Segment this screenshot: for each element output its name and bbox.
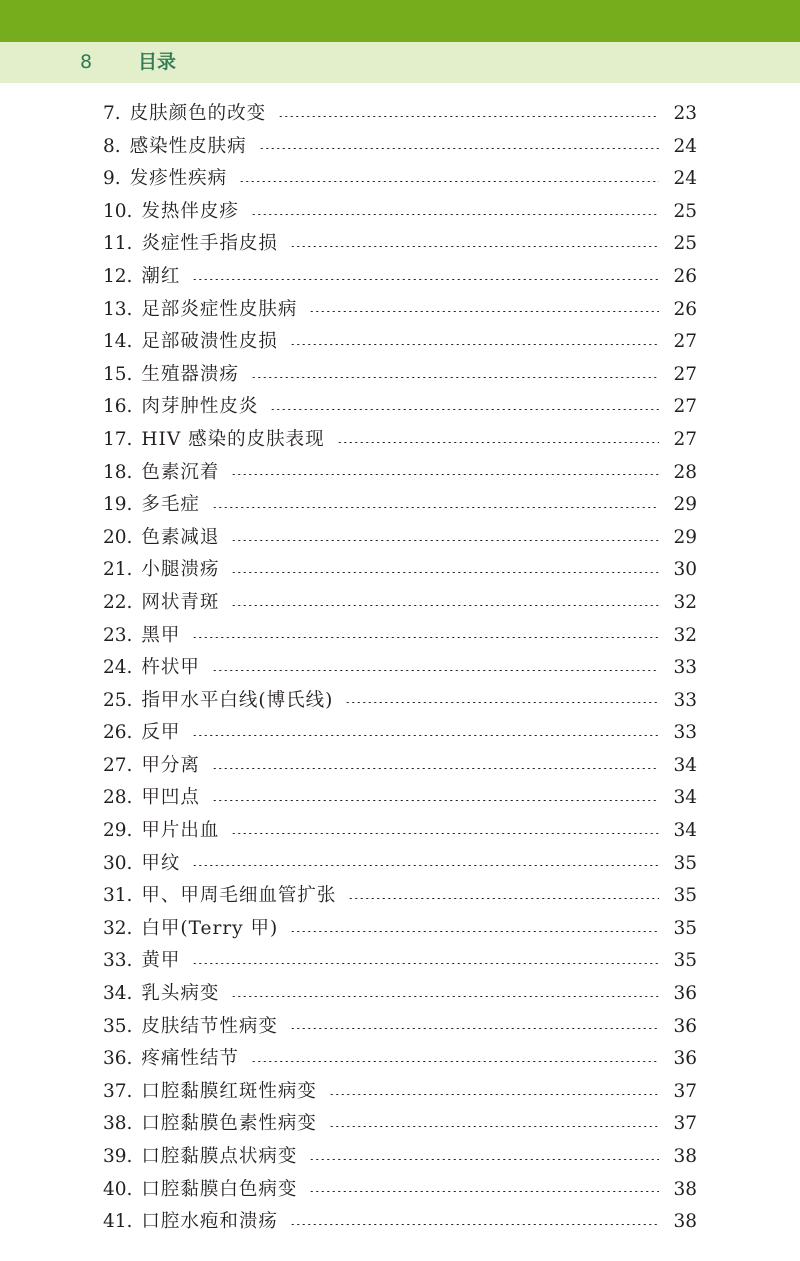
toc-entry-title: 黑甲 — [141, 624, 181, 646]
toc-entry[interactable] — [103, 228, 697, 261]
toc-leader-dots — [290, 1028, 659, 1029]
toc-entry-page: 24 — [673, 135, 697, 157]
toc-entry[interactable] — [103, 457, 697, 490]
toc-entry-title: 口腔水疱和溃疡 — [141, 1211, 278, 1233]
toc-entry-number: 12. — [103, 265, 133, 287]
toc-leader-dots — [290, 344, 659, 345]
toc-leader-dots — [348, 898, 659, 899]
toc-entry-title: 口腔黏膜白色病变 — [141, 1178, 298, 1200]
toc-entry[interactable] — [103, 98, 697, 131]
toc-entry-title: 口腔黏膜点状病变 — [141, 1146, 298, 1167]
toc-entry[interactable] — [103, 326, 697, 359]
toc-entry-title: 口腔黏膜红斑性病变 — [141, 1080, 317, 1102]
toc-entry-page: 36 — [673, 983, 697, 1005]
toc-entry-page: 33 — [673, 722, 697, 744]
toc-entry-page: 27 — [673, 331, 697, 353]
toc-entry[interactable] — [103, 587, 697, 620]
toc-entry[interactable] — [103, 685, 697, 718]
toc-leader-dots — [329, 1126, 659, 1127]
toc-entry-page: 36 — [673, 1048, 697, 1070]
toc-entry-number: 11. — [103, 233, 133, 255]
toc-entry-number: 23. — [103, 624, 133, 646]
toc-entry[interactable] — [103, 489, 697, 522]
toc-entry-title: 反甲 — [141, 722, 181, 744]
toc-entry-title: 色素沉着 — [141, 461, 220, 483]
toc-entry-page: 36 — [673, 1015, 697, 1037]
toc-entry-page: 24 — [673, 168, 697, 190]
toc-leader-dots — [192, 865, 659, 866]
toc-entry-page: 27 — [673, 396, 697, 418]
top-color-bar — [0, 0, 800, 42]
toc-leader-dots — [309, 311, 659, 312]
toc-entry-number: 14. — [103, 331, 133, 353]
toc-leader-dots — [329, 1094, 659, 1095]
toc-entry-number: 18. — [103, 461, 133, 483]
toc-entry-number: 15. — [103, 363, 133, 385]
toc-leader-dots — [212, 507, 659, 508]
toc-entry-number: 21. — [103, 559, 133, 581]
toc-entry-title: 甲片出血 — [141, 820, 220, 842]
toc-leader-dots — [231, 572, 659, 573]
toc-entry[interactable] — [103, 880, 697, 913]
toc-entry[interactable] — [103, 1108, 697, 1141]
toc-entry-title: 感染性皮肤病 — [129, 135, 247, 157]
toc-entry-number: 16. — [103, 396, 133, 418]
toc-entry[interactable] — [103, 1043, 697, 1076]
toc-entry[interactable] — [103, 359, 697, 392]
toc-leader-dots — [290, 1224, 659, 1225]
toc-entry-title: 生殖器溃疡 — [141, 363, 239, 385]
toc-leader-dots — [192, 735, 659, 736]
toc-entry[interactable] — [103, 424, 697, 457]
toc-entry-title: 多毛症 — [141, 494, 200, 516]
toc-entry-title: 疼痛性结节 — [141, 1048, 239, 1070]
toc-entry-number: 9. — [103, 168, 121, 190]
toc-entry-title: 白甲(Terry 甲) — [141, 917, 279, 939]
toc-entry[interactable] — [103, 978, 697, 1011]
toc-entry-number: 7. — [103, 103, 121, 124]
toc-entry-page: 29 — [673, 526, 697, 548]
toc-entry-title: 发热伴皮疹 — [141, 200, 239, 222]
toc-entry[interactable] — [103, 652, 697, 685]
toc-entry[interactable] — [103, 163, 697, 196]
toc-entry-page: 32 — [673, 591, 697, 613]
toc-leader-dots — [212, 800, 659, 801]
toc-entry-page: 35 — [673, 885, 697, 907]
toc-leader-dots — [309, 1159, 659, 1160]
toc-entry-title: 甲纹 — [141, 852, 181, 874]
toc-entry-number: 13. — [103, 298, 133, 320]
toc-leader-dots — [278, 116, 659, 117]
toc-entry-page: 35 — [673, 852, 697, 874]
toc-leader-dots — [309, 1191, 659, 1192]
toc-entry-title: 黄甲 — [141, 950, 181, 972]
toc-entry[interactable] — [103, 391, 697, 424]
toc-leader-dots — [212, 670, 659, 671]
toc-entry-number: 31. — [103, 885, 133, 907]
toc-entry-number: 22. — [103, 591, 133, 613]
toc-entry[interactable] — [103, 750, 697, 783]
toc-entry-title: 指甲水平白线(博氏线) — [141, 689, 334, 711]
toc-leader-dots — [239, 181, 659, 182]
section-title: 目录 — [138, 51, 177, 73]
toc-entry-page: 38 — [673, 1178, 697, 1200]
toc-entry-number: 34. — [103, 983, 133, 1005]
toc-entry-title: 乳头病变 — [141, 983, 220, 1005]
toc-entry-title: 肉芽肿性皮炎 — [141, 396, 259, 418]
toc-entry-title: 皮肤颜色的改变 — [129, 103, 267, 124]
toc-entry-number: 36. — [103, 1048, 133, 1070]
toc-leader-dots — [231, 540, 659, 541]
toc-entry[interactable] — [103, 848, 697, 881]
toc-entry-number: 28. — [103, 787, 133, 809]
toc-entry-number: 40. — [103, 1178, 133, 1200]
toc-leader-dots — [231, 996, 659, 997]
toc-entry-page: 38 — [673, 1211, 697, 1233]
toc-entry-number: 30. — [103, 852, 133, 874]
toc-entry-number: 32. — [103, 917, 133, 939]
table-of-contents — [103, 98, 697, 1239]
toc-entry-number: 25. — [103, 689, 133, 711]
toc-entry-number: 38. — [103, 1113, 133, 1135]
toc-leader-dots — [192, 279, 659, 280]
toc-entry-number: 19. — [103, 494, 133, 516]
toc-entry-number: 27. — [103, 754, 133, 776]
toc-entry-page: 26 — [673, 265, 697, 287]
header-band — [0, 42, 800, 83]
toc-entry-title: 甲分离 — [141, 754, 200, 776]
toc-entry-number: 39. — [103, 1146, 133, 1167]
toc-leader-dots — [231, 833, 659, 834]
toc-entry-number: 17. — [103, 428, 133, 450]
toc-entry-page: 34 — [673, 787, 697, 809]
toc-entry-title: 足部炎症性皮肤病 — [141, 298, 298, 320]
toc-entry-number: 37. — [103, 1080, 133, 1102]
toc-entry[interactable] — [103, 1174, 697, 1207]
toc-entry-page: 27 — [673, 428, 697, 450]
toc-leader-dots — [192, 637, 659, 638]
toc-entry[interactable] — [103, 196, 697, 229]
toc-entry-number: 10. — [103, 200, 133, 222]
toc-entry[interactable] — [103, 782, 697, 815]
toc-entry-page: 34 — [673, 820, 697, 842]
toc-entry[interactable] — [103, 945, 697, 978]
toc-entry[interactable] — [103, 522, 697, 555]
toc-entry-title: 皮肤结节性病变 — [141, 1015, 278, 1037]
toc-entry-page: 37 — [673, 1113, 697, 1135]
toc-leader-dots — [251, 1061, 659, 1062]
toc-entry-number: 8. — [103, 135, 121, 157]
toc-entry[interactable] — [103, 913, 697, 946]
toc-entry-page: 38 — [673, 1146, 697, 1167]
toc-entry-page: 23 — [673, 103, 697, 124]
toc-entry[interactable] — [103, 815, 697, 848]
toc-entry[interactable] — [103, 261, 697, 294]
toc-entry-page: 33 — [673, 689, 697, 711]
toc-leader-dots — [251, 377, 659, 378]
toc-entry[interactable] — [103, 1011, 697, 1044]
toc-entry-title: 潮红 — [141, 265, 181, 287]
toc-entry[interactable] — [103, 131, 697, 164]
toc-entry-title: 杵状甲 — [141, 657, 200, 679]
toc-entry-number: 29. — [103, 820, 133, 842]
toc-entry-number: 35. — [103, 1015, 133, 1037]
toc-entry-page: 30 — [673, 559, 697, 581]
toc-entry[interactable] — [103, 620, 697, 653]
toc-entry[interactable] — [103, 1076, 697, 1109]
toc-entry-number: 24. — [103, 657, 133, 679]
toc-entry-title: 甲凹点 — [141, 787, 200, 809]
toc-entry-title: 网状青斑 — [141, 591, 220, 613]
toc-entry[interactable] — [103, 1141, 697, 1174]
toc-leader-dots — [192, 963, 659, 964]
toc-entry-title: 口腔黏膜色素性病变 — [141, 1113, 317, 1135]
toc-leader-dots — [259, 148, 659, 149]
toc-entry-title: 足部破溃性皮损 — [141, 331, 278, 353]
toc-entry[interactable] — [103, 1206, 697, 1239]
page-number: 8 — [80, 51, 93, 73]
toc-leader-dots — [345, 702, 659, 703]
toc-entry[interactable] — [103, 554, 697, 587]
toc-entry-title: 色素减退 — [141, 526, 220, 548]
toc-entry-page: 34 — [673, 754, 697, 776]
toc-entry-title: 小腿溃疡 — [141, 559, 220, 581]
toc-entry-number: 26. — [103, 722, 133, 744]
toc-entry-number: 41. — [103, 1211, 133, 1233]
toc-leader-dots — [251, 214, 659, 215]
toc-entry-page: 27 — [673, 363, 697, 385]
toc-entry-title: HIV 感染的皮肤表现 — [141, 428, 325, 450]
toc-leader-dots — [337, 442, 659, 443]
toc-entry[interactable] — [103, 717, 697, 750]
toc-leader-dots — [231, 474, 659, 475]
toc-entry-page: 33 — [673, 657, 697, 679]
toc-leader-dots — [290, 931, 659, 932]
toc-entry-number: 33. — [103, 950, 133, 972]
toc-entry-page: 35 — [673, 917, 697, 939]
toc-entry-page: 25 — [673, 233, 697, 255]
toc-entry-page: 32 — [673, 624, 697, 646]
toc-entry-title: 炎症性手指皮损 — [141, 233, 278, 255]
toc-entry-page: 35 — [673, 950, 697, 972]
toc-entry-title: 甲、甲周毛细血管扩张 — [141, 885, 337, 907]
toc-entry-page: 25 — [673, 200, 697, 222]
toc-entry-page: 29 — [673, 494, 697, 516]
toc-entry-page: 26 — [673, 298, 697, 320]
toc-entry-title: 发疹性疾病 — [129, 168, 228, 190]
toc-entry-number: 20. — [103, 526, 133, 548]
toc-entry[interactable] — [103, 294, 697, 327]
toc-leader-dots — [270, 409, 659, 410]
toc-leader-dots — [290, 246, 659, 247]
toc-entry-page: 28 — [673, 461, 697, 483]
toc-leader-dots — [212, 768, 659, 769]
toc-leader-dots — [231, 605, 659, 606]
toc-entry-page: 37 — [673, 1080, 697, 1102]
